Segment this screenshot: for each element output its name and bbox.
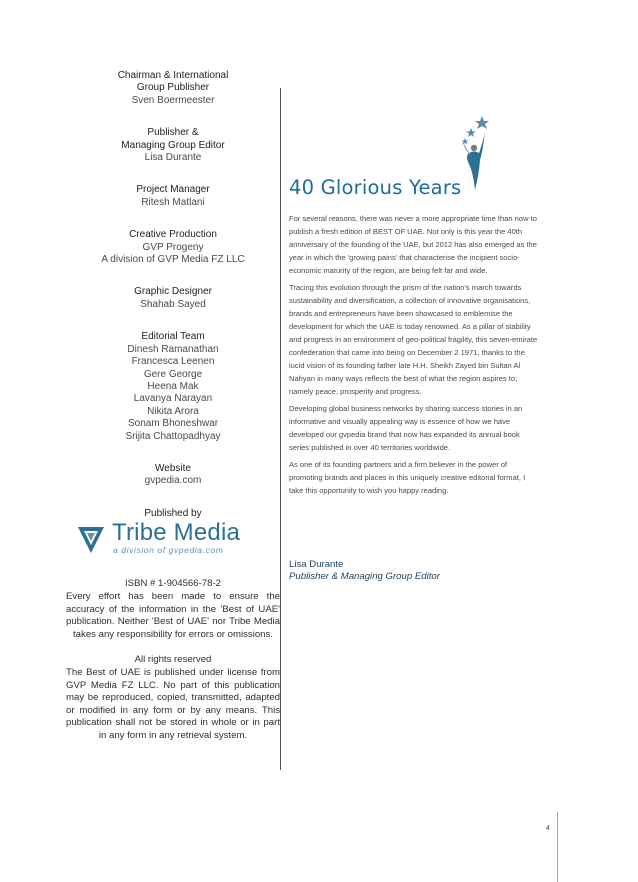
credit-name: Francesca Leenen	[131, 356, 215, 368]
credit-role: Chairman & International	[117, 70, 229, 81]
credit-name: GVP Progeny	[142, 241, 204, 253]
credit-graphic-designer	[66, 286, 280, 311]
credit-name: Lisa Durante	[144, 152, 202, 164]
credit-creative-production	[66, 229, 280, 266]
credit-chairman	[66, 70, 280, 107]
credit-editorial-team	[66, 331, 280, 443]
isbn: ISBN # 1-904566-78-2	[125, 578, 221, 589]
logo-brand: Tribe Media	[112, 519, 241, 546]
credit-role: Published by	[144, 507, 202, 519]
logo-subtitle: a division of gvpedia.com	[113, 545, 224, 555]
disclaimer: Every effort has been made to ensure the accuracy of the information in the 'Best of UAE' publication. Neither 'Best of UAE' nor Tribe Media takes any responsibility for errors or omissions.	[66, 591, 280, 640]
article-paragraph: For several reasons, there was never a more appropriate time than now to publish a fresh edition of BEST OF UAE. Not only is this year the 40th anniversary of the founding of the UAE, but 2012 has also emerged as the year in which the 'growing pains' that characterise the incipient socio-economic maturity of the region, are being felt far and wide.	[289, 214, 537, 275]
article-paragraph: Tracing this evolution through the prism of the nation's march towards sustainability and diversification, a collection of innovative organisations, brands and entrepreneurs have been showcased to emblemise the development for which the UAE is today renowned. As a pillar of stability and progress in an environment of geo-political fragility, this seven-emirate confederation that came into being on December 2 1971, thanks to the lucid vision of its founding father late H.H. Sheikh Zayed bin Sultan Al Nahyan in many ways reflects the best of what the region aspires to; namely peace, prosperity and progress.	[289, 283, 538, 396]
signature-title: Publisher & Managing Group Editor	[289, 571, 440, 582]
page-number: 4	[546, 825, 550, 832]
credit-name: A division of GVP Media FZ LLC	[101, 254, 245, 266]
credit-name: Dinesh Ramanathan	[127, 343, 219, 355]
tribe-media-mark-icon	[76, 523, 106, 555]
tribe-media-logo	[76, 521, 266, 557]
credit-project-manager	[66, 184, 280, 209]
rights-title: All rights reserved	[134, 654, 212, 665]
article-title: 40 Glorious Years	[289, 176, 462, 199]
credits-column	[66, 70, 280, 537]
column-divider	[280, 88, 281, 770]
credit-name: Heena Mak	[147, 380, 199, 392]
article-body	[289, 212, 541, 501]
article-paragraph: As one of its founding partners and a firm believer in the power of promoting brands and places in this uniquely creative editorial format, I take this opportunity to wish you happy reading.	[289, 460, 526, 495]
website-link[interactable]: gvpedia.com	[144, 475, 202, 487]
credit-role: Managing Group Editor	[121, 139, 225, 151]
credit-name: Shahab Sayed	[140, 298, 206, 310]
credit-name: Lavanya Narayan	[133, 393, 213, 405]
credit-role: Website	[155, 462, 191, 474]
credit-name: Gere George	[143, 368, 203, 380]
credit-role: Editorial Team	[141, 331, 205, 343]
article-paragraph: Developing global business networks by sharing success stories in an informative and visually appealing way is essence of how we have developed our gvpedia brand that now has expanded its annual book series published in over 40 territories worldwide.	[289, 404, 523, 452]
credit-website	[66, 463, 280, 488]
credit-name: Nikita Arora	[147, 405, 199, 417]
credit-name: Sonam Bhoneshwar	[127, 418, 219, 430]
credit-role: Graphic Designer	[134, 286, 212, 298]
credit-name: Ritesh Matlani	[141, 196, 205, 208]
credit-name: Srijita Chattopadhyay	[125, 430, 221, 442]
rights-text: The Best of UAE is published under license from GVP Media FZ LLC. No part of this publication may be reproduced, copied, transmitted, adapted or modified in any form or by any means. This publication shall not be stored in whole or in part in any form in any retrieval system.	[66, 667, 280, 741]
credit-role: Creative Production	[129, 229, 217, 241]
signature-name: Lisa Durante	[289, 559, 344, 570]
credit-publisher	[66, 127, 280, 164]
page-number-rule	[557, 812, 558, 882]
credit-role: Project Manager	[136, 184, 210, 196]
credit-name: Sven Boermeester	[131, 94, 215, 106]
credit-role: Publisher &	[147, 127, 199, 139]
credit-role: Group Publisher	[136, 82, 210, 94]
